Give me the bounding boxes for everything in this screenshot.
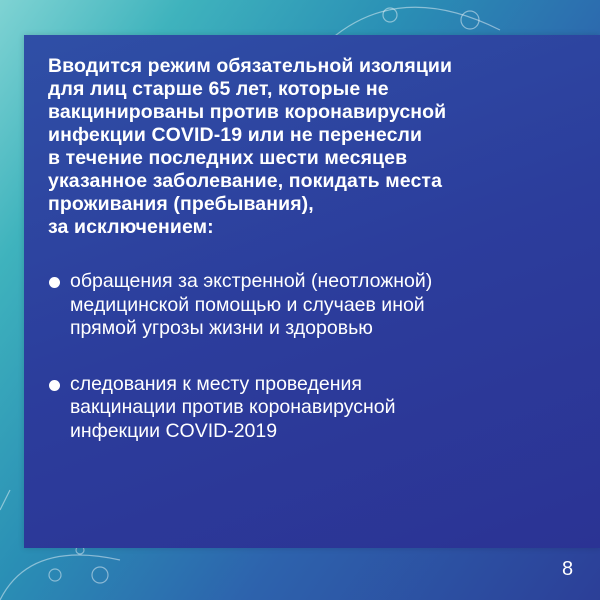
bullet-dot-icon: [49, 380, 60, 391]
exception-list: [48, 270, 578, 475]
list-item-line: инфекции COVID-2019: [70, 419, 278, 442]
heading-line: за исключением:: [48, 216, 214, 238]
heading-line: Вводится режим обязательной изоляции: [48, 55, 453, 77]
heading-line: вакцинированы против коронавирусной: [48, 101, 447, 123]
isolation-heading: [48, 55, 568, 239]
list-item: [48, 270, 578, 341]
list-item-line: медицинской помощью и случаев иной: [70, 293, 425, 316]
heading-line: для лиц старше 65 лет, которые не: [48, 78, 389, 100]
heading-line: проживания (пребывания),: [48, 193, 314, 215]
list-item-line: вакцинации против коронавирусной: [70, 396, 396, 418]
list-item: [48, 373, 578, 444]
list-item-line: прямой угрозы жизни и здоровью: [70, 317, 373, 339]
page-number: 8: [562, 558, 574, 580]
heading-line: в течение последних шести месяцев: [48, 147, 408, 169]
list-item-line: обращения за экстренной (неотложной): [70, 270, 433, 292]
heading-line: инфекции COVID-19 или не перенесли: [48, 124, 423, 146]
list-item-line: следования к месту проведения: [70, 372, 362, 395]
bullet-dot-icon: [49, 277, 60, 288]
heading-line: указанное заболевание, покидать места: [48, 170, 443, 192]
